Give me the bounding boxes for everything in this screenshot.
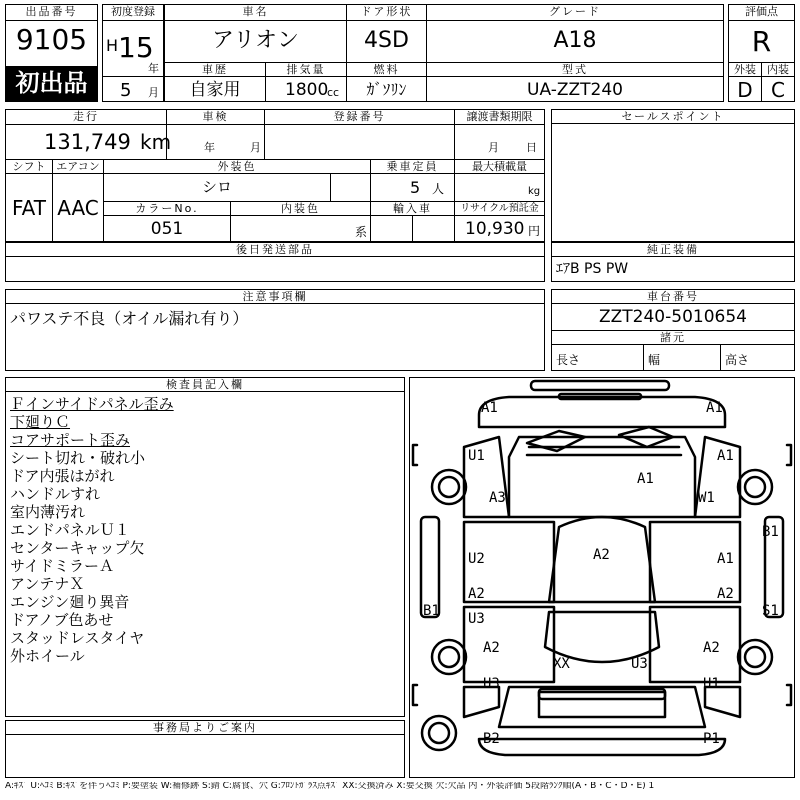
remark-line: コアサポート歪み xyxy=(10,431,131,449)
exterior-label: 外装 xyxy=(729,63,761,76)
lot-number-label: 出品番号 xyxy=(6,5,97,21)
lot-number: 9105 xyxy=(15,23,88,56)
door-label: ドア形状 xyxy=(347,5,426,21)
damage-label: A1 xyxy=(717,551,734,567)
interior-label: 内装 xyxy=(762,63,794,76)
ac-label: エアコン xyxy=(53,160,103,173)
grade-label: グレード xyxy=(427,5,723,21)
remark-line: Ｆインサイドパネル歪み xyxy=(10,395,174,413)
recycle: 10,930 xyxy=(465,219,525,239)
color-no-label: カラーNo. xyxy=(104,202,230,215)
damage-label: B1 xyxy=(423,603,440,619)
mileage-unit: km xyxy=(140,130,172,154)
office-label: 事務局よりご案内 xyxy=(6,721,404,735)
model-label: 型式 xyxy=(427,63,723,76)
recycle-label: リサイクル預託金 xyxy=(455,202,544,215)
reg-number-label: 登録番号 xyxy=(265,110,454,124)
inspection-month-unit: 月 xyxy=(250,141,261,154)
divider xyxy=(643,345,644,371)
damage-label: A1 xyxy=(706,400,723,416)
displacement-label: 排気量 xyxy=(266,63,346,76)
load-unit: kg xyxy=(528,186,541,197)
caution-label: 注意事項欄 xyxy=(6,290,544,304)
rating: R xyxy=(751,25,772,58)
divider xyxy=(720,345,721,371)
int-color-label: 内装色 xyxy=(231,202,370,215)
year-unit: 年 xyxy=(148,62,159,75)
remark-line: ハンドルすれ xyxy=(10,485,101,503)
damage-label: U3 xyxy=(631,656,648,672)
damage-label: W1 xyxy=(698,490,715,506)
remark-line: シート切れ・破れ小 xyxy=(10,449,146,467)
caution-text: パワステ不良（オイル漏れ有り） xyxy=(10,309,249,328)
damage-label: U3 xyxy=(483,676,500,692)
genuine-label: 純正装備 xyxy=(552,243,794,257)
damage-label: A1 xyxy=(637,471,654,487)
model: UA-ZZT240 xyxy=(527,80,623,100)
shift: FAT xyxy=(11,196,46,220)
inspector-label: 検査員記入欄 xyxy=(6,378,404,392)
remark-line: エンドパネルＵ１ xyxy=(10,521,130,539)
damage-label: A1 xyxy=(717,448,734,464)
remark-line: 下廻りＣ xyxy=(10,413,71,431)
capacity-unit: 人 xyxy=(432,182,445,196)
grade: A18 xyxy=(553,28,597,53)
history-label: 車歴 xyxy=(165,63,265,76)
first-listing-text: 初出品 xyxy=(15,69,88,97)
length-label: 長さ xyxy=(556,353,581,367)
month: 5 xyxy=(120,80,132,101)
damage-label: A2 xyxy=(703,640,720,656)
import-label: 輸入車 xyxy=(371,202,454,215)
car-name: アリオン xyxy=(212,28,299,53)
history: 自家用 xyxy=(189,80,241,100)
divider xyxy=(102,76,164,77)
chassis-label: 車台番号 xyxy=(552,290,794,304)
mileage-label: 走行 xyxy=(6,110,166,124)
later-parts-label: 後日発送部品 xyxy=(6,243,544,257)
divider xyxy=(330,173,331,201)
divider xyxy=(164,20,724,21)
remark-line: センターキャップ欠 xyxy=(10,539,145,557)
ac: AAC xyxy=(57,196,99,220)
divider xyxy=(412,215,413,242)
ext-color-label: 外装色 xyxy=(104,160,370,173)
damage-label: XX xyxy=(553,656,570,672)
capacity: 5 xyxy=(410,178,421,197)
transfer-day-unit: 日 xyxy=(526,141,537,154)
damage-label: U3 xyxy=(468,611,485,627)
fuel: ｶﾞｿﾘﾝ xyxy=(366,80,407,99)
transfer-label: 譲渡書類期限 xyxy=(455,110,544,124)
damage-label: B2 xyxy=(483,731,500,747)
inspection-year-unit: 年 xyxy=(204,141,215,154)
first-reg-label: 初度登録 xyxy=(103,5,163,21)
int-color-unit: 系 xyxy=(355,225,368,239)
remark-line: ドアノブ色あせ xyxy=(10,611,114,629)
load-label: 最大積載量 xyxy=(455,160,544,173)
remark-line: スタッドレスタイヤ xyxy=(10,629,145,647)
month-unit: 月 xyxy=(148,86,159,99)
remark-line: 室内薄汚れ xyxy=(10,503,86,521)
genuine: ｴｱB PS PW xyxy=(556,261,629,277)
fuel-label: 燃料 xyxy=(347,63,426,76)
divider xyxy=(5,173,545,174)
info-table xyxy=(5,109,545,242)
damage-label: B1 xyxy=(762,524,779,540)
remark-line: アンテナＸ xyxy=(10,575,85,593)
divider xyxy=(164,76,724,77)
first-listing-badge xyxy=(6,66,97,101)
height-label: 高さ xyxy=(725,353,750,367)
width-label: 幅 xyxy=(648,353,661,367)
sales-points-box xyxy=(551,109,795,242)
damage-label: A2 xyxy=(717,586,734,602)
divider xyxy=(5,124,545,125)
capacity-label: 乗車定員 xyxy=(371,160,454,173)
era: H xyxy=(106,36,119,55)
damage-label: P1 xyxy=(703,731,720,747)
chassis-number: ZZT240-5010654 xyxy=(599,307,747,327)
divider xyxy=(103,215,545,216)
damage-label: A1 xyxy=(481,400,498,416)
damage-label: U1 xyxy=(703,676,720,692)
remark-line: 外ホイール xyxy=(10,647,85,665)
recycle-unit: 円 xyxy=(528,224,541,238)
displacement-unit: cc xyxy=(327,86,340,99)
dims-label: 諸元 xyxy=(552,331,794,345)
sales-points-label: セールスポイント xyxy=(552,110,794,124)
damage-label: U1 xyxy=(468,448,485,464)
damage-label: U2 xyxy=(468,551,485,567)
door-type: 4SD xyxy=(364,28,409,53)
car-diagram-icon xyxy=(409,377,795,778)
damage-label: A2 xyxy=(593,547,610,563)
damage-label: A2 xyxy=(468,586,485,602)
remark-line: サイドミラーＡ xyxy=(10,557,114,575)
year: 15 xyxy=(118,31,154,64)
transfer-month-unit: 月 xyxy=(488,141,499,154)
damage-label: A2 xyxy=(483,640,500,656)
remark-line: ドア内張はがれ xyxy=(10,467,115,485)
exterior-grade: D xyxy=(737,78,753,102)
shift-label: シフト xyxy=(6,160,52,173)
damage-label: A3 xyxy=(489,490,506,506)
rating-label: 評価点 xyxy=(729,5,794,21)
car-name-label: 車名 xyxy=(165,5,346,21)
ext-color: シロ xyxy=(201,178,232,196)
color-no: 051 xyxy=(150,219,184,239)
remark-line: エンジン廻り異音 xyxy=(10,593,130,611)
displacement: 1800 xyxy=(285,80,329,100)
inspection-label: 車検 xyxy=(167,110,264,124)
mileage: 131,749 xyxy=(44,130,131,154)
legend: A:ｷｽﾞ U:ﾍｺﾐ B:ｷｽﾞを伴うﾍｺﾐ P:要塗装 W:補修跡 S:錆 C:腐食、穴 G:ﾌﾛﾝﾄｶﾞﾗｽ点ｷｽﾞ XX:交換済み X:要交換 欠:欠品 内・外装評価 5段階ﾗﾝｸ順(A・B・C・D・E) 1 xyxy=(5,782,655,791)
interior-grade: C xyxy=(771,78,785,102)
damage-label: S1 xyxy=(762,603,779,619)
